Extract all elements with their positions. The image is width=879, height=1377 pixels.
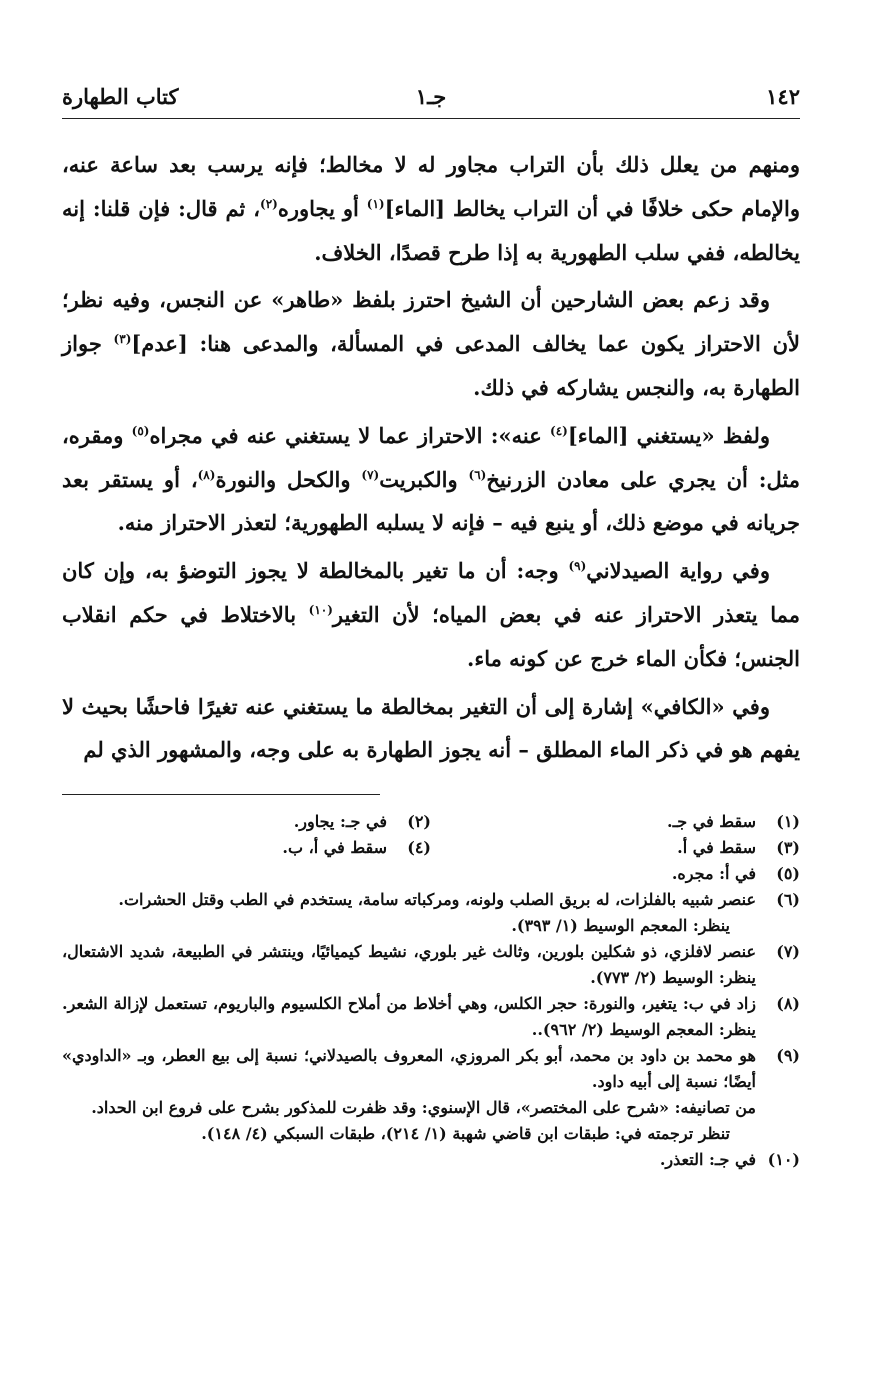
footnote-5: [62, 861, 800, 887]
footnote-number: (٢): [407, 812, 431, 832]
footnote-number: (٩): [776, 1046, 800, 1066]
text-run: أو يجاوره: [277, 195, 367, 221]
text-run: ، أو يستقر بعد جريانه في موضع ذلك، أو ينبع فيه – فإنه لا يسلبه الطهورية؛ لتعذر الاحتراز منه.: [62, 466, 800, 536]
footnote-ref-1: (١): [366, 196, 385, 211]
volume-label: جـ١: [415, 84, 447, 109]
footnote-2: [62, 809, 431, 835]
footnote-ref-2: (٢): [260, 196, 278, 211]
footnote-ref-3: (٣): [113, 332, 132, 347]
text-run: ولفظ «يستغني [الماء]: [567, 422, 770, 448]
footnote-ref-5: (٥): [131, 423, 150, 438]
footnote-6: [62, 887, 800, 913]
footnote-text: هو محمد بن داود بن محمد، أبو بكر المروزي، المعروف بالصيدلاني؛ نسبة إلى بيع العطر، وبـ «الداودي» أيضًا؛ نسبة إلى أبيه داود.: [62, 1046, 756, 1092]
footnote-4: [62, 835, 431, 861]
footnote-text: في جـ: التعذر.: [659, 1150, 756, 1170]
footnote-8: [62, 991, 800, 1043]
footnote-ref-4: (٤): [550, 423, 568, 438]
footnote-text: في أ: مجره.: [671, 864, 756, 884]
paragraph-4: [62, 549, 800, 680]
text-run: وجه: أن ما تغير بالمخالطة لا يجوز التوضؤ به، وإن كان مما يتعذر الاحتراز عنه في بعض المياه؛ لأن التغير: [62, 558, 800, 627]
paragraph-2: [62, 278, 800, 409]
footnote-ref-8: (٨): [197, 467, 216, 482]
footnote-number: (٦): [776, 890, 800, 910]
footnote-number: (٨): [776, 994, 800, 1014]
footnotes: [62, 809, 800, 1173]
footnote-number: (٣): [776, 838, 800, 858]
footnote-separator: [62, 794, 380, 795]
book-title: كتاب الطهارة: [62, 84, 179, 109]
footnote-9: [62, 1043, 800, 1095]
footnote-text: زاد في ب: يتغير، والنورة: حجر الكلس، وهي أخلاط من أملاح الكلسيوم والباريوم، تستعمل لإزالة الشعر. ينظر: المعجم الوسيط (٢/ ٩٦٢)..: [62, 994, 756, 1040]
text-run: والكحل والنورة: [215, 466, 362, 492]
text-run: وقد زعم بعض الشارحين أن الشيخ احترز بلفظ «طاهر» عن النجس، وفيه نظر؛ لأن الاحتراز يكون عما يخالف المدعى في المسألة، والمدعى هنا: [عدم]: [62, 287, 800, 357]
footnote-number: (١): [776, 812, 800, 832]
footnote-row: [62, 835, 800, 861]
footnote-ref-6: (٦): [468, 467, 487, 482]
footnote-3: [431, 835, 800, 861]
paragraph-3: [62, 414, 800, 545]
footnote-text: عنصر شبيه بالفلزات، له بريق الصلب ولونه، ومركباته سامة، يستخدم في الطب وقتل الحشرات.: [118, 890, 756, 910]
text-run: ، ثم قال: فإن قلنا: إنه يخالطه، ففي سلب الطهورية به إذا طرح قصدًا، الخلاف.: [62, 195, 800, 265]
page-number: ١٤٢: [766, 84, 800, 109]
footnote-7: [62, 939, 800, 991]
footnote-text: في جـ: يجاور.: [293, 812, 387, 832]
footnote-number: (٧): [776, 942, 800, 962]
text-run: جواز الطهارة به، والنجس يشاركه في ذلك.: [62, 331, 800, 400]
footnote-number: (٤): [407, 838, 431, 858]
running-header: [62, 78, 800, 119]
footnote-10: [62, 1147, 800, 1173]
footnote-ref-10: (١٠): [308, 602, 333, 617]
footnote-1: [431, 809, 800, 835]
paragraph-1: [62, 143, 800, 274]
text-run: ومقره، مثل: أن يجري على معادن الزرنيخ: [62, 422, 801, 492]
footnote-number: (٥): [776, 864, 800, 884]
footnote-row: [62, 809, 800, 835]
book-page: [62, 78, 800, 1173]
text-run: عنه»: الاحتراز عما لا يستغني عنه في مجراه: [149, 422, 551, 448]
footnote-9-works: من تصانيفه: «شرح على المختصر»، قال الإسنوي: وقد ظفرت للمذكور بشرح على فروع ابن الحداد.: [91, 1098, 756, 1118]
text-run: وفي رواية الصيدلاني: [586, 558, 770, 584]
text-run: والكبريت: [379, 466, 469, 492]
footnote-text: سقط في أ، ب.: [282, 838, 387, 858]
footnote-number: (١٠): [767, 1150, 800, 1170]
paragraph-5: وفي «الكافي» إشارة إلى أن التغير بمخالطة ما يستغني عنه تغيرًا فاحشًا بحيث لا يفهم هو في ذكر الماء المطلق – أنه يجوز الطهارة به على وجه، والمشهور الذي لم: [62, 693, 800, 763]
footnote-text: سقط في جـ.: [667, 812, 756, 832]
footnote-9-sources: تنظر ترجمته في: طبقات ابن قاضي شهبة (١/ ٢١٤)، طبقات السبكي (٤/ ١٤٨).: [201, 1124, 730, 1144]
footnote-ref-7: (٧): [361, 467, 380, 482]
footnote-text: سقط في أ.: [677, 838, 756, 858]
footnote-6-reference: ينظر: المعجم الوسيط (١/ ٣٩٣).: [511, 916, 730, 936]
text-run: بالاختلاط في حكم انقلاب الجنس؛ فكأن الماء خرج عن كونه ماء.: [62, 601, 800, 671]
footnote-text: عنصر لافلزي، ذو شكلين بلورين، وثالث غير بلوري، نشيط كيميائيًا، وينتشر في الطبيعة، شديد الاشتعال، ينظر: الوسيط (٢/ ٧٧٣).: [62, 942, 756, 988]
footnote-ref-9: (٩): [568, 559, 587, 574]
main-text: [62, 143, 800, 772]
text-run: ومنهم من يعلل ذلك بأن التراب مجاور له لا مخالط؛ فإنه يرسب بعد ساعة عنه، والإمام حكى خلافًا في أن التراب يخالط [الماء]: [62, 152, 800, 221]
